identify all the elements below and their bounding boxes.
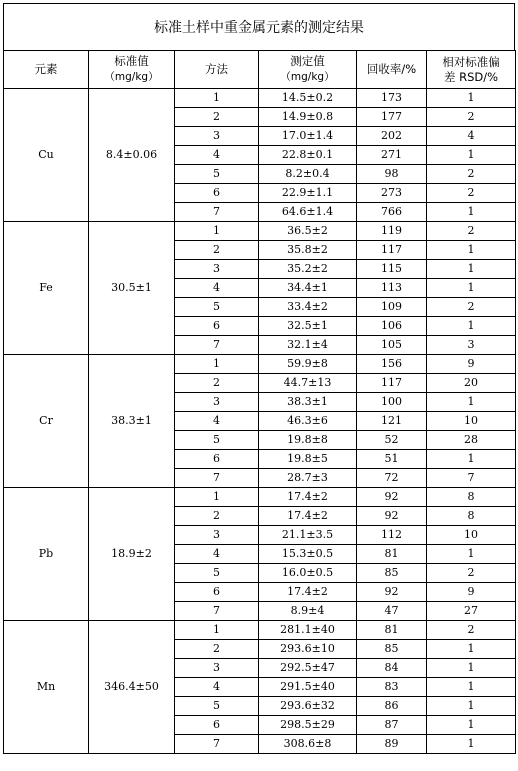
rsd-cell: 10 xyxy=(427,526,516,545)
measured-value-cell: 35.8±2 xyxy=(259,241,357,260)
measured-value-cell: 17.4±2 xyxy=(259,583,357,602)
method-cell: 5 xyxy=(175,564,259,583)
recovery-cell: 98 xyxy=(357,165,427,184)
method-cell: 3 xyxy=(175,393,259,412)
recovery-cell: 177 xyxy=(357,108,427,127)
recovery-cell: 119 xyxy=(357,222,427,241)
recovery-cell: 85 xyxy=(357,640,427,659)
recovery-cell: 52 xyxy=(357,431,427,450)
method-cell: 6 xyxy=(175,716,259,735)
header-recovery xyxy=(357,51,427,89)
method-cell: 4 xyxy=(175,412,259,431)
rsd-cell: 28 xyxy=(427,431,516,450)
rsd-cell: 3 xyxy=(427,336,516,355)
method-cell: 7 xyxy=(175,469,259,488)
method-cell: 4 xyxy=(175,545,259,564)
element-cell: Pb xyxy=(4,488,89,621)
rsd-cell: 1 xyxy=(427,260,516,279)
standard-value-cell: 18.9±2 xyxy=(89,488,175,621)
recovery-cell: 89 xyxy=(357,735,427,754)
document xyxy=(3,3,515,767)
measured-value-cell: 8.9±4 xyxy=(259,602,357,621)
results-table xyxy=(3,50,516,754)
measured-value-cell: 14.9±0.8 xyxy=(259,108,357,127)
rsd-cell: 1 xyxy=(427,279,516,298)
method-cell: 6 xyxy=(175,184,259,203)
rsd-cell: 1 xyxy=(427,241,516,260)
measured-value-cell: 59.9±8 xyxy=(259,355,357,374)
table-row xyxy=(4,621,516,640)
rsd-cell: 1 xyxy=(427,317,516,336)
header-measured-unit: （mg/kg） xyxy=(280,71,335,83)
recovery-cell: 273 xyxy=(357,184,427,203)
recovery-cell: 51 xyxy=(357,450,427,469)
recovery-cell: 86 xyxy=(357,697,427,716)
header-measured-label: 测定值 xyxy=(290,54,325,68)
measured-value-cell: 28.7±3 xyxy=(259,469,357,488)
recovery-cell: 112 xyxy=(357,526,427,545)
header-rsd xyxy=(427,51,516,89)
method-cell: 3 xyxy=(175,260,259,279)
header-standard xyxy=(89,51,175,89)
method-cell: 2 xyxy=(175,640,259,659)
measured-value-cell: 15.3±0.5 xyxy=(259,545,357,564)
rsd-cell: 1 xyxy=(427,697,516,716)
rsd-cell: 8 xyxy=(427,488,516,507)
element-cell: Cu xyxy=(4,89,89,222)
rsd-cell: 1 xyxy=(427,716,516,735)
measured-value-cell: 32.1±4 xyxy=(259,336,357,355)
header-standard-label: 标准值 xyxy=(114,54,149,68)
measured-value-cell: 64.6±1.4 xyxy=(259,203,357,222)
recovery-cell: 81 xyxy=(357,545,427,564)
rsd-cell: 2 xyxy=(427,298,516,317)
method-cell: 7 xyxy=(175,203,259,222)
rsd-cell: 2 xyxy=(427,184,516,203)
standard-value-cell: 30.5±1 xyxy=(89,222,175,355)
element-cell: Mn xyxy=(4,621,89,754)
recovery-cell: 92 xyxy=(357,507,427,526)
measured-value-cell: 16.0±0.5 xyxy=(259,564,357,583)
rsd-cell: 2 xyxy=(427,222,516,241)
method-cell: 2 xyxy=(175,108,259,127)
header-rsd-label-2: 差 RSD/% xyxy=(443,69,499,84)
measured-value-cell: 32.5±1 xyxy=(259,317,357,336)
method-cell: 1 xyxy=(175,621,259,640)
method-cell: 3 xyxy=(175,127,259,146)
measured-value-cell: 38.3±1 xyxy=(259,393,357,412)
method-cell: 5 xyxy=(175,431,259,450)
recovery-cell: 81 xyxy=(357,621,427,640)
measured-value-cell: 308.6±8 xyxy=(259,735,357,754)
rsd-cell: 9 xyxy=(427,583,516,602)
rsd-cell: 20 xyxy=(427,374,516,393)
recovery-cell: 83 xyxy=(357,678,427,697)
header-recovery-label: 回收率/% xyxy=(366,62,417,76)
recovery-cell: 84 xyxy=(357,659,427,678)
rsd-cell: 1 xyxy=(427,450,516,469)
recovery-cell: 92 xyxy=(357,583,427,602)
header-method xyxy=(175,51,259,89)
measured-value-cell: 44.7±13 xyxy=(259,374,357,393)
measured-value-cell: 293.6±32 xyxy=(259,697,357,716)
rsd-cell: 1 xyxy=(427,735,516,754)
method-cell: 5 xyxy=(175,298,259,317)
measured-value-cell: 35.2±2 xyxy=(259,260,357,279)
measured-value-cell: 46.3±6 xyxy=(259,412,357,431)
recovery-cell: 202 xyxy=(357,127,427,146)
measured-value-cell: 19.8±5 xyxy=(259,450,357,469)
measured-value-cell: 22.9±1.1 xyxy=(259,184,357,203)
method-cell: 1 xyxy=(175,355,259,374)
recovery-cell: 72 xyxy=(357,469,427,488)
rsd-cell: 1 xyxy=(427,393,516,412)
rsd-cell: 2 xyxy=(427,564,516,583)
recovery-cell: 173 xyxy=(357,89,427,108)
rsd-cell: 8 xyxy=(427,507,516,526)
measured-value-cell: 17.4±2 xyxy=(259,488,357,507)
method-cell: 6 xyxy=(175,583,259,602)
recovery-cell: 106 xyxy=(357,317,427,336)
method-cell: 6 xyxy=(175,450,259,469)
recovery-cell: 109 xyxy=(357,298,427,317)
rsd-cell: 2 xyxy=(427,621,516,640)
rsd-cell: 1 xyxy=(427,659,516,678)
table-row xyxy=(4,89,516,108)
method-cell: 2 xyxy=(175,241,259,260)
recovery-cell: 100 xyxy=(357,393,427,412)
measured-value-cell: 292.5±47 xyxy=(259,659,357,678)
method-cell: 1 xyxy=(175,222,259,241)
rsd-cell: 1 xyxy=(427,640,516,659)
measured-value-cell: 298.5±29 xyxy=(259,716,357,735)
recovery-cell: 115 xyxy=(357,260,427,279)
method-cell: 7 xyxy=(175,336,259,355)
header-element-label: 元素 xyxy=(34,62,58,76)
rsd-cell: 1 xyxy=(427,89,516,108)
table-title xyxy=(3,3,515,50)
rsd-cell: 2 xyxy=(427,108,516,127)
measured-value-cell: 291.5±40 xyxy=(259,678,357,697)
recovery-cell: 117 xyxy=(357,241,427,260)
recovery-cell: 87 xyxy=(357,716,427,735)
method-cell: 3 xyxy=(175,526,259,545)
standard-value-cell: 346.4±50 xyxy=(89,621,175,754)
method-cell: 2 xyxy=(175,374,259,393)
measured-value-cell: 17.4±2 xyxy=(259,507,357,526)
recovery-cell: 85 xyxy=(357,564,427,583)
method-cell: 1 xyxy=(175,488,259,507)
recovery-cell: 121 xyxy=(357,412,427,431)
rsd-cell: 27 xyxy=(427,602,516,621)
measured-value-cell: 22.8±0.1 xyxy=(259,146,357,165)
table-row xyxy=(4,355,516,374)
method-cell: 4 xyxy=(175,678,259,697)
method-cell: 4 xyxy=(175,279,259,298)
recovery-cell: 47 xyxy=(357,602,427,621)
recovery-cell: 105 xyxy=(357,336,427,355)
standard-value-cell: 8.4±0.06 xyxy=(89,89,175,222)
method-cell: 3 xyxy=(175,659,259,678)
table-row xyxy=(4,488,516,507)
measured-value-cell: 19.8±8 xyxy=(259,431,357,450)
recovery-cell: 92 xyxy=(357,488,427,507)
measured-value-cell: 36.5±2 xyxy=(259,222,357,241)
rsd-cell: 9 xyxy=(427,355,516,374)
recovery-cell: 117 xyxy=(357,374,427,393)
header-standard-unit: （mg/kg） xyxy=(104,71,159,83)
standard-value-cell: 38.3±1 xyxy=(89,355,175,488)
header-element xyxy=(4,51,89,89)
table-row xyxy=(4,222,516,241)
method-cell: 6 xyxy=(175,317,259,336)
element-cell: Cr xyxy=(4,355,89,488)
rsd-cell: 1 xyxy=(427,146,516,165)
method-cell: 4 xyxy=(175,146,259,165)
measured-value-cell: 33.4±2 xyxy=(259,298,357,317)
method-cell: 7 xyxy=(175,602,259,621)
measured-value-cell: 14.5±0.2 xyxy=(259,89,357,108)
header-method-label: 方法 xyxy=(205,62,228,76)
measured-value-cell: 34.4±1 xyxy=(259,279,357,298)
method-cell: 5 xyxy=(175,165,259,184)
header-rsd-label: 相对标准偏 xyxy=(442,54,500,69)
header-measured xyxy=(259,51,357,89)
method-cell: 1 xyxy=(175,89,259,108)
recovery-cell: 766 xyxy=(357,203,427,222)
rsd-cell: 1 xyxy=(427,545,516,564)
recovery-cell: 156 xyxy=(357,355,427,374)
rsd-cell: 10 xyxy=(427,412,516,431)
rsd-cell: 7 xyxy=(427,469,516,488)
measured-value-cell: 21.1±3.5 xyxy=(259,526,357,545)
rsd-cell: 4 xyxy=(427,127,516,146)
measured-value-cell: 8.2±0.4 xyxy=(259,165,357,184)
recovery-cell: 113 xyxy=(357,279,427,298)
recovery-cell: 271 xyxy=(357,146,427,165)
element-cell: Fe xyxy=(4,222,89,355)
measured-value-cell: 17.0±1.4 xyxy=(259,127,357,146)
rsd-cell: 1 xyxy=(427,203,516,222)
measured-value-cell: 281.1±40 xyxy=(259,621,357,640)
header-row xyxy=(4,51,516,89)
measured-value-cell: 293.6±10 xyxy=(259,640,357,659)
rsd-cell: 2 xyxy=(427,165,516,184)
table-body xyxy=(4,89,516,754)
method-cell: 2 xyxy=(175,507,259,526)
method-cell: 5 xyxy=(175,697,259,716)
method-cell: 7 xyxy=(175,735,259,754)
table-title-text: 标准土样中重金属元素的测定结果 xyxy=(154,20,364,36)
rsd-cell: 1 xyxy=(427,678,516,697)
